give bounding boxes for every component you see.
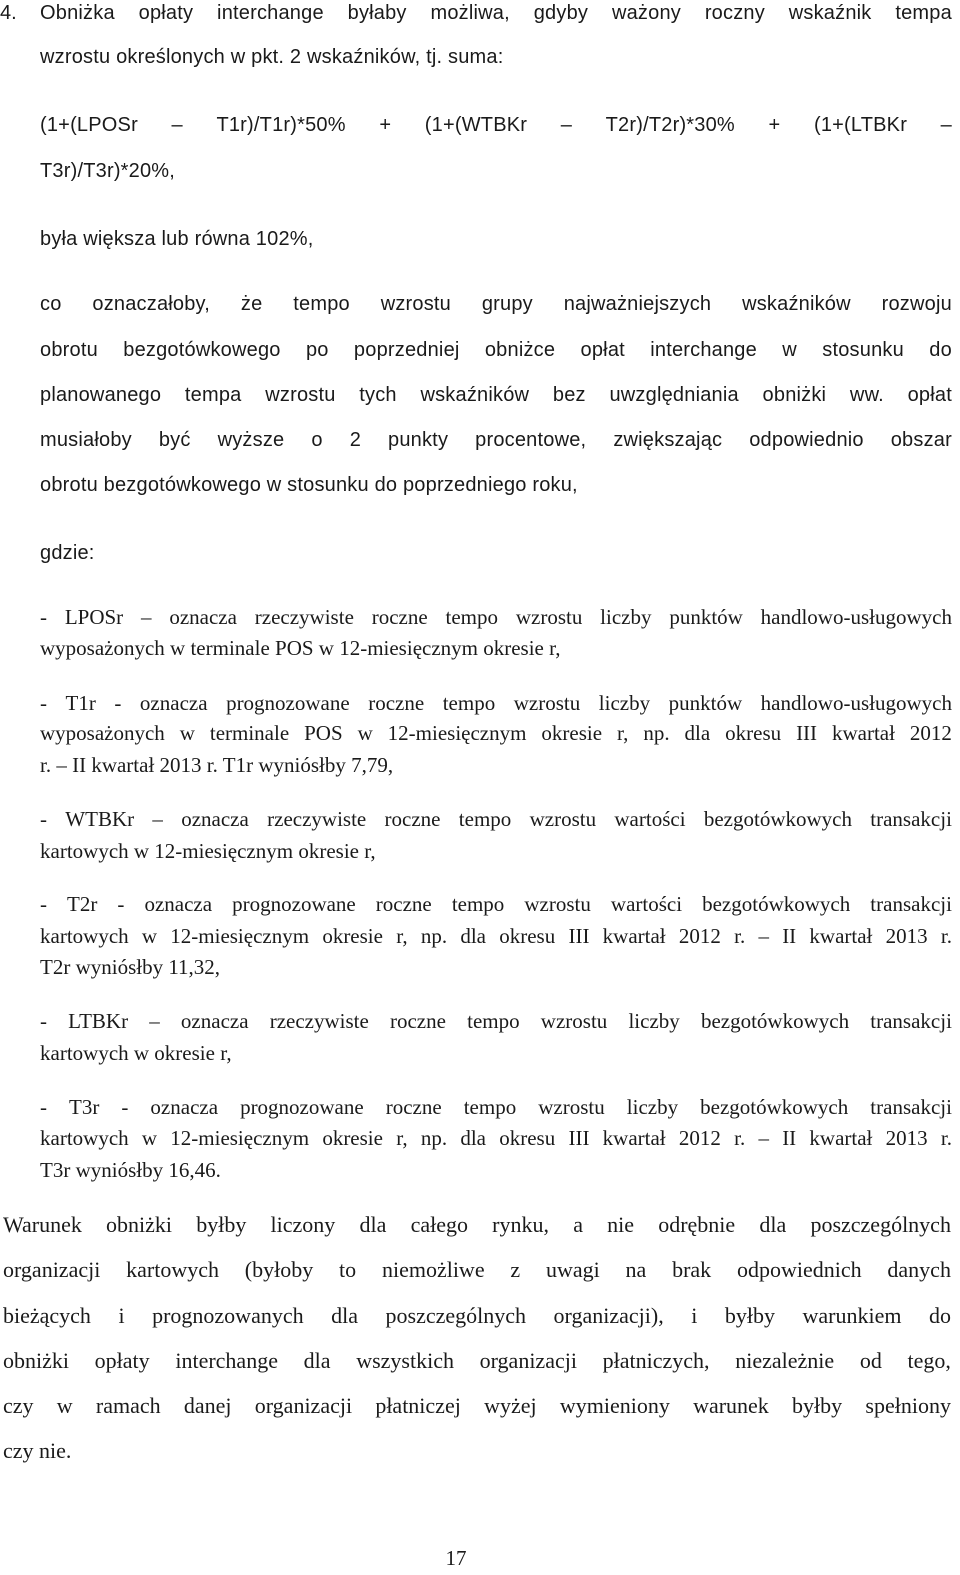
- word: –: [171, 114, 183, 136]
- item-intro-line-1: [40, 0, 952, 26]
- word: z: [510, 1257, 521, 1282]
- word: stosunku: [822, 339, 904, 361]
- word: spełniony: [865, 1393, 951, 1418]
- word: niezależnie: [735, 1348, 835, 1373]
- word: -: [117, 892, 125, 916]
- word: rozwoju: [881, 293, 952, 315]
- word: III: [568, 924, 590, 948]
- word: +: [768, 114, 781, 136]
- word: –: [152, 807, 163, 831]
- word: rzeczywiste: [254, 605, 354, 629]
- word: musiałoby: [40, 429, 132, 451]
- word: rynku,: [492, 1212, 549, 1237]
- word: że: [240, 293, 263, 315]
- word: a: [573, 1212, 583, 1237]
- word: bezgotówkowych: [700, 1009, 850, 1033]
- word: kwartał: [809, 924, 873, 948]
- word: -: [114, 691, 122, 715]
- word: dla: [303, 1348, 331, 1373]
- word: liczony: [270, 1212, 336, 1237]
- word: interchange: [650, 339, 757, 361]
- word: T1r: [65, 691, 96, 715]
- word: obniżki: [3, 1348, 69, 1373]
- word: obniżki: [762, 384, 827, 406]
- word: obniżce: [484, 339, 556, 361]
- word: tempo: [442, 691, 496, 715]
- word: kartowych: [40, 924, 129, 948]
- word: okresu: [725, 721, 782, 745]
- word: dla: [331, 1303, 359, 1328]
- word: 2012: [909, 721, 952, 745]
- word: prognozowane: [226, 691, 350, 715]
- word: roczne: [375, 892, 432, 916]
- word: prognozowane: [240, 1095, 364, 1119]
- word: oznaczałoby,: [92, 293, 211, 315]
- word: całego: [410, 1212, 468, 1237]
- word: –: [141, 605, 152, 629]
- word: bezgotówkowych: [702, 892, 851, 916]
- word: brak: [672, 1257, 712, 1282]
- word: na: [625, 1257, 647, 1282]
- word: do: [929, 339, 952, 361]
- word: czy: [3, 1393, 34, 1418]
- definition-lposr-line-2: wyposażonych w terminale POS w 12-miesięcznym okresie r,: [40, 636, 561, 660]
- word: dla: [460, 1126, 486, 1150]
- word: r.: [734, 924, 746, 948]
- word: dla: [759, 1212, 787, 1237]
- word: transakcji: [870, 1095, 952, 1119]
- word: poprzedniej: [353, 339, 460, 361]
- word: niemożliwe: [381, 1257, 485, 1282]
- definition-wtbkr-line-2: kartowych w 12-miesięcznym okresie r,: [40, 839, 376, 863]
- word: procentowe,: [475, 429, 587, 451]
- word: obrotu: [40, 339, 98, 361]
- word: roczne: [385, 1095, 442, 1119]
- word: -: [40, 605, 47, 629]
- word: organizacji),: [553, 1303, 664, 1328]
- word: tych: [359, 384, 397, 406]
- condition-text: była większa lub równa 102%,: [40, 228, 314, 250]
- word: ramach: [95, 1393, 161, 1418]
- word: grupy: [481, 293, 533, 315]
- word: np.: [420, 1126, 448, 1150]
- definition-t3r-line-2: [40, 1125, 952, 1151]
- word: prognozowanych: [152, 1303, 304, 1328]
- word: w: [179, 721, 195, 745]
- word: oznacza: [144, 892, 213, 916]
- closing-line-6: czy nie.: [3, 1438, 72, 1463]
- word: roczne: [389, 1009, 446, 1033]
- definition-ltbkr-line-1: [40, 1008, 952, 1034]
- word: do: [928, 1303, 951, 1328]
- definition-t1r-line-2: [40, 720, 952, 746]
- word: byłby: [196, 1212, 247, 1237]
- word: liczby: [628, 1009, 680, 1033]
- word: wyposażonych: [40, 721, 165, 745]
- word: wymieniony: [559, 1393, 670, 1418]
- word: bez: [552, 384, 586, 406]
- word: III: [796, 721, 818, 745]
- word: –: [149, 1009, 160, 1033]
- word: wartości: [614, 807, 686, 831]
- word: np.: [420, 924, 448, 948]
- word: wskaźnik: [788, 2, 872, 24]
- word: okresie: [322, 924, 383, 948]
- word: Obniżka: [40, 2, 115, 24]
- word: -: [121, 1095, 129, 1119]
- word: obszar: [890, 429, 952, 451]
- word: bezgotówkowych: [700, 1095, 849, 1119]
- word: odpowiednio: [749, 429, 864, 451]
- word: byłby: [724, 1303, 775, 1328]
- word: T1r)/T1r)*50%: [216, 114, 346, 136]
- word: tempo: [463, 1095, 517, 1119]
- word: rzeczywiste: [267, 807, 367, 831]
- definition-t1r-line-3: r. – II kwartał 2013 r. T1r wyniósłby 7,79,: [40, 753, 394, 777]
- explanation-line-5: obrotu bezgotówkowego w stosunku do poprzedniego roku,: [40, 474, 578, 496]
- word: ww.: [849, 384, 884, 406]
- word: byłby: [792, 1393, 843, 1418]
- word: II: [782, 1126, 797, 1150]
- word: w: [56, 1393, 73, 1418]
- word: 12-miesięcznym: [170, 924, 310, 948]
- word: organizacji: [254, 1393, 353, 1418]
- word: roczne: [384, 807, 441, 831]
- definition-t2r-line-2: [40, 923, 952, 949]
- word: terminale: [209, 721, 290, 745]
- word: transakcji: [870, 892, 952, 916]
- word: oznacza: [139, 691, 208, 715]
- definition-t2r-line-1: [40, 891, 952, 917]
- word: 2013: [885, 1126, 928, 1150]
- word: roczny: [704, 2, 765, 24]
- list-item-number: 4.: [0, 2, 17, 24]
- word: wskaźników: [420, 384, 530, 406]
- word: odrębnie: [658, 1212, 736, 1237]
- word: odpowiednich: [736, 1257, 862, 1282]
- word: warunek: [693, 1393, 769, 1418]
- word: kartowych: [40, 1126, 129, 1150]
- word: wzrostu: [513, 691, 581, 715]
- word: poszczególnych: [385, 1303, 527, 1328]
- word: wzrostu: [380, 293, 451, 315]
- word: opłat: [580, 339, 625, 361]
- word: uwzględniania: [609, 384, 739, 406]
- word: wszystkich: [356, 1348, 454, 1373]
- word: -: [40, 691, 47, 715]
- word: –: [758, 1126, 769, 1150]
- word: możliwa,: [430, 2, 510, 24]
- word: kwartał: [602, 1126, 666, 1150]
- word: T2r: [67, 892, 98, 916]
- word: r,: [617, 721, 629, 745]
- word: handlowo-usługowych: [760, 691, 952, 715]
- definition-t1r-line-1: [40, 690, 952, 716]
- word: zwiększając: [613, 429, 723, 451]
- word: danej: [183, 1393, 232, 1418]
- word: –: [560, 114, 573, 136]
- closing-line-4: [3, 1348, 951, 1374]
- word: liczby: [626, 1095, 679, 1119]
- word: 2012: [678, 924, 721, 948]
- word: transakcji: [870, 807, 952, 831]
- word: (1+(LPOSr: [40, 114, 138, 136]
- definition-t3r-line-3: T3r wyniósłby 16,46.: [40, 1158, 221, 1182]
- word: liczby: [598, 691, 651, 715]
- definition-lposr-line-1: [40, 604, 952, 630]
- item-intro-line-2: wzrostu określonych w pkt. 2 wskaźników, tj. suma:: [40, 46, 504, 68]
- word: opłat: [907, 384, 952, 406]
- closing-line-3: [3, 1303, 951, 1329]
- word: -: [40, 807, 47, 831]
- word: to: [339, 1257, 357, 1282]
- word: -: [40, 1009, 47, 1033]
- word: wzrostu: [524, 892, 591, 916]
- word: np.: [643, 721, 670, 745]
- word: ważony: [611, 2, 681, 24]
- word: w: [141, 924, 158, 948]
- definition-ltbkr-line-2: kartowych w okresie r,: [40, 1041, 232, 1065]
- word: r.: [940, 924, 952, 948]
- word: -: [40, 892, 47, 916]
- word: kartowych: [126, 1257, 219, 1282]
- word: -: [40, 1095, 47, 1119]
- word: rzeczywiste: [269, 1009, 369, 1033]
- word: wyżej: [484, 1393, 537, 1418]
- word: tempa: [895, 2, 952, 24]
- word: od: [859, 1348, 882, 1373]
- word: T3r: [69, 1095, 100, 1119]
- word: organizacji: [479, 1348, 577, 1373]
- word: warunkiem: [802, 1303, 902, 1328]
- word: najważniejszych: [563, 293, 712, 315]
- word: tempo: [467, 1009, 520, 1033]
- word: T2r)/T2r)*30%: [605, 114, 735, 136]
- word: nie: [607, 1212, 635, 1237]
- word: oznacza: [169, 605, 237, 629]
- word: Warunek: [3, 1212, 82, 1237]
- where-label: gdzie:: [40, 542, 95, 564]
- word: po: [305, 339, 329, 361]
- word: tempo: [445, 605, 499, 629]
- word: okresu: [499, 924, 556, 948]
- word: punktów: [668, 691, 743, 715]
- word: i: [691, 1303, 698, 1328]
- word: r.: [734, 1126, 746, 1150]
- word: organizacji: [3, 1257, 101, 1282]
- word: 12-miesięcznym: [170, 1126, 310, 1150]
- word: LPOSr: [64, 605, 124, 629]
- word: wzrostu: [529, 807, 597, 831]
- word: dla: [684, 721, 711, 745]
- word: III: [568, 1126, 590, 1150]
- word: 2012: [678, 1126, 721, 1150]
- word: byłaby: [347, 2, 407, 24]
- word: WTBKr: [65, 807, 135, 831]
- word: prognozowane: [232, 892, 356, 916]
- word: kwartał: [602, 924, 666, 948]
- word: (1+(LTBKr: [813, 114, 908, 136]
- word: okresie: [541, 721, 603, 745]
- word: +: [379, 114, 392, 136]
- word: gdyby: [533, 2, 589, 24]
- word: bezgotówkowych: [703, 807, 852, 831]
- word: wzrostu: [265, 384, 336, 406]
- word: obniżki: [106, 1212, 173, 1237]
- word: tempo: [293, 293, 350, 315]
- word: interchange: [175, 1348, 278, 1373]
- formula-line-2: T3r)/T3r)*20%,: [40, 160, 176, 182]
- word: w: [782, 339, 797, 361]
- word: wzrostu: [538, 1095, 605, 1119]
- formula-line-1: [40, 112, 952, 138]
- word: opłaty: [138, 2, 194, 24]
- word: r,: [396, 924, 408, 948]
- word: okresu: [499, 1126, 556, 1150]
- word: wyższe: [217, 429, 285, 451]
- word: II: [782, 924, 797, 948]
- word: r,: [396, 1126, 408, 1150]
- closing-line-1: [3, 1212, 951, 1238]
- word: płatniczej: [375, 1393, 461, 1418]
- word: być: [158, 429, 191, 451]
- closing-line-2: [3, 1257, 951, 1283]
- word: liczby: [600, 605, 652, 629]
- word: handlowo-usługowych: [760, 605, 952, 629]
- word: okresie: [322, 1126, 383, 1150]
- word: tempa: [184, 384, 242, 406]
- explanation-line-4: [40, 427, 952, 453]
- explanation-line-2: [40, 337, 952, 363]
- definition-t2r-line-3: T2r wyniósłby 11,32,: [40, 955, 221, 979]
- word: o: [311, 429, 323, 451]
- word: i: [118, 1303, 125, 1328]
- word: poszczególnych: [810, 1212, 951, 1237]
- word: 2013: [885, 924, 928, 948]
- word: 2: [349, 429, 362, 451]
- word: danych: [887, 1257, 951, 1282]
- word: tempo: [458, 807, 512, 831]
- word: wartości: [610, 892, 683, 916]
- word: dla: [359, 1212, 387, 1237]
- word: oznacza: [181, 807, 249, 831]
- word: oznacza: [150, 1095, 219, 1119]
- word: tempo: [451, 892, 505, 916]
- word: 12-miesięcznym: [387, 721, 527, 745]
- word: opłaty: [94, 1348, 150, 1373]
- word: kwartał: [831, 721, 895, 745]
- word: (1+(WTBKr: [424, 114, 528, 136]
- definition-t3r-line-1: [40, 1094, 952, 1120]
- word: POS: [304, 721, 343, 745]
- word: co: [40, 293, 62, 315]
- word: –: [758, 924, 769, 948]
- word: roczne: [368, 691, 425, 715]
- word: (byłoby: [244, 1257, 314, 1282]
- word: oznacza: [180, 1009, 249, 1033]
- word: w: [141, 1126, 158, 1150]
- definition-wtbkr-line-1: [40, 806, 952, 832]
- word: punkty: [388, 429, 449, 451]
- word: wzrostu: [515, 605, 583, 629]
- explanation-line-1: [40, 291, 952, 317]
- word: r.: [940, 1126, 952, 1150]
- word: bezgotówkowego: [123, 339, 281, 361]
- closing-line-5: [3, 1393, 951, 1419]
- word: dla: [460, 924, 486, 948]
- word: wzrostu: [540, 1009, 608, 1033]
- page-number: 17: [445, 1546, 467, 1570]
- word: transakcji: [870, 1009, 952, 1033]
- word: tego,: [907, 1348, 951, 1373]
- word: płatniczych,: [602, 1348, 710, 1373]
- word: punktów: [669, 605, 743, 629]
- word: kwartał: [809, 1126, 873, 1150]
- word: wskaźników: [742, 293, 851, 315]
- word: interchange: [217, 2, 324, 24]
- word: w: [357, 721, 373, 745]
- word: bieżących: [3, 1303, 91, 1328]
- word: –: [940, 114, 952, 136]
- word: LTBKr: [68, 1009, 129, 1033]
- word: planowanego: [40, 384, 162, 406]
- word: roczne: [371, 605, 428, 629]
- word: uwagi: [545, 1257, 600, 1282]
- explanation-line-3: [40, 382, 952, 408]
